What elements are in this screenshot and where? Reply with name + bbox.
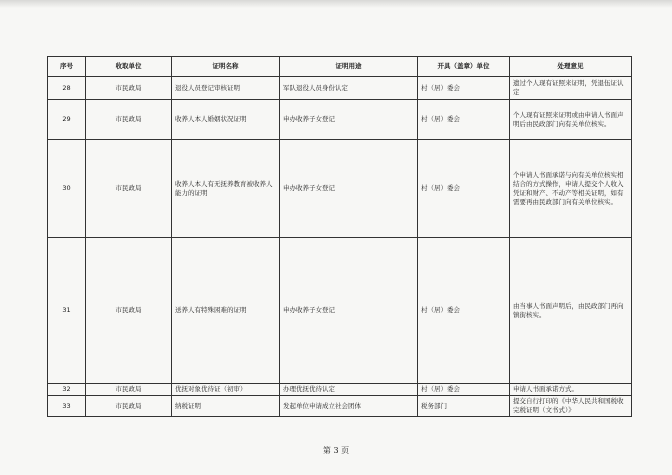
- header-use: 证明用途: [280, 57, 418, 77]
- row-use: 军队退役人员身份认定: [280, 77, 418, 100]
- table-row: [48, 140, 632, 238]
- table-row: [48, 384, 632, 396]
- row-no: 33: [48, 396, 86, 417]
- row-name: 退役人员登记审核证明: [172, 77, 280, 100]
- row-name: 纳税证明: [172, 396, 280, 417]
- row-name: 收养人本人有无抚养教育被收养人能力的证明: [172, 140, 280, 238]
- certificate-table: [47, 56, 631, 417]
- row-name: 送养人有特殊困难的证明: [172, 238, 280, 384]
- row-unit: 市民政局: [86, 140, 172, 238]
- table-row: [48, 100, 632, 140]
- row-opinion: 由当事人书面声明后，由民政部门再向镇街核实。: [510, 238, 632, 384]
- row-issuer: 村（居）委会: [418, 77, 510, 100]
- row-unit: 市民政局: [86, 384, 172, 396]
- table-row: [48, 396, 632, 417]
- row-unit: 市民政局: [86, 77, 172, 100]
- table-row: [48, 77, 632, 100]
- table-row: [48, 238, 632, 384]
- header-opinion: 处理意见: [510, 57, 632, 77]
- row-no: 31: [48, 238, 86, 384]
- row-name: 优抚对象优待证（初审）: [172, 384, 280, 396]
- row-opinion: 个人现有证照来证明或由申请人书面声明后由民政部门向有关单位核实。: [510, 100, 632, 140]
- row-name: 收养人本人婚姻状况证明: [172, 100, 280, 140]
- header-no: 序号: [48, 57, 86, 77]
- header-issuer: 开具（盖章）单位: [418, 57, 510, 77]
- row-unit: 市民政局: [86, 396, 172, 417]
- header-name: 证明名称: [172, 57, 280, 77]
- row-issuer: 村（居）委会: [418, 100, 510, 140]
- row-issuer: 村（居）委会: [418, 238, 510, 384]
- row-unit: 市民政局: [86, 100, 172, 140]
- header-unit: 收取单位: [86, 57, 172, 77]
- row-issuer: 村（居）委会: [418, 140, 510, 238]
- row-use: 申办收养子女登记: [280, 140, 418, 238]
- row-no: 32: [48, 384, 86, 396]
- row-use: 办理优抚优待认定: [280, 384, 418, 396]
- table-header-row: [48, 57, 632, 77]
- row-no: 28: [48, 77, 86, 100]
- row-opinion: 个申请人书面承诺与向有关单位核实相结合的方式操作，申请人提交个人收入凭证和财产、不动产等相关证明，如有需要再由民政部门向有关单位核实。: [510, 140, 632, 238]
- scan-edge-shadow: [0, 0, 672, 8]
- row-opinion: 遗过个人现有证照来证明，凭退伍证认定: [510, 77, 632, 100]
- row-use: 申办收养子女登记: [280, 238, 418, 384]
- page-number: 第 3 页: [322, 446, 350, 455]
- row-use: 申办收养子女登记: [280, 100, 418, 140]
- row-issuer: 村（居）委会: [418, 384, 510, 396]
- row-unit: 市民政局: [86, 238, 172, 384]
- row-issuer: 税务部门: [418, 396, 510, 417]
- row-no: 29: [48, 100, 86, 140]
- row-opinion: 提交自行打印的《中华人民共和国税收完税证明（文书式）》: [510, 396, 632, 417]
- row-no: 30: [48, 140, 86, 238]
- row-opinion: 申请人书面承诺方式。: [510, 384, 632, 396]
- row-use: 发起单位申请成立社会团体: [280, 396, 418, 417]
